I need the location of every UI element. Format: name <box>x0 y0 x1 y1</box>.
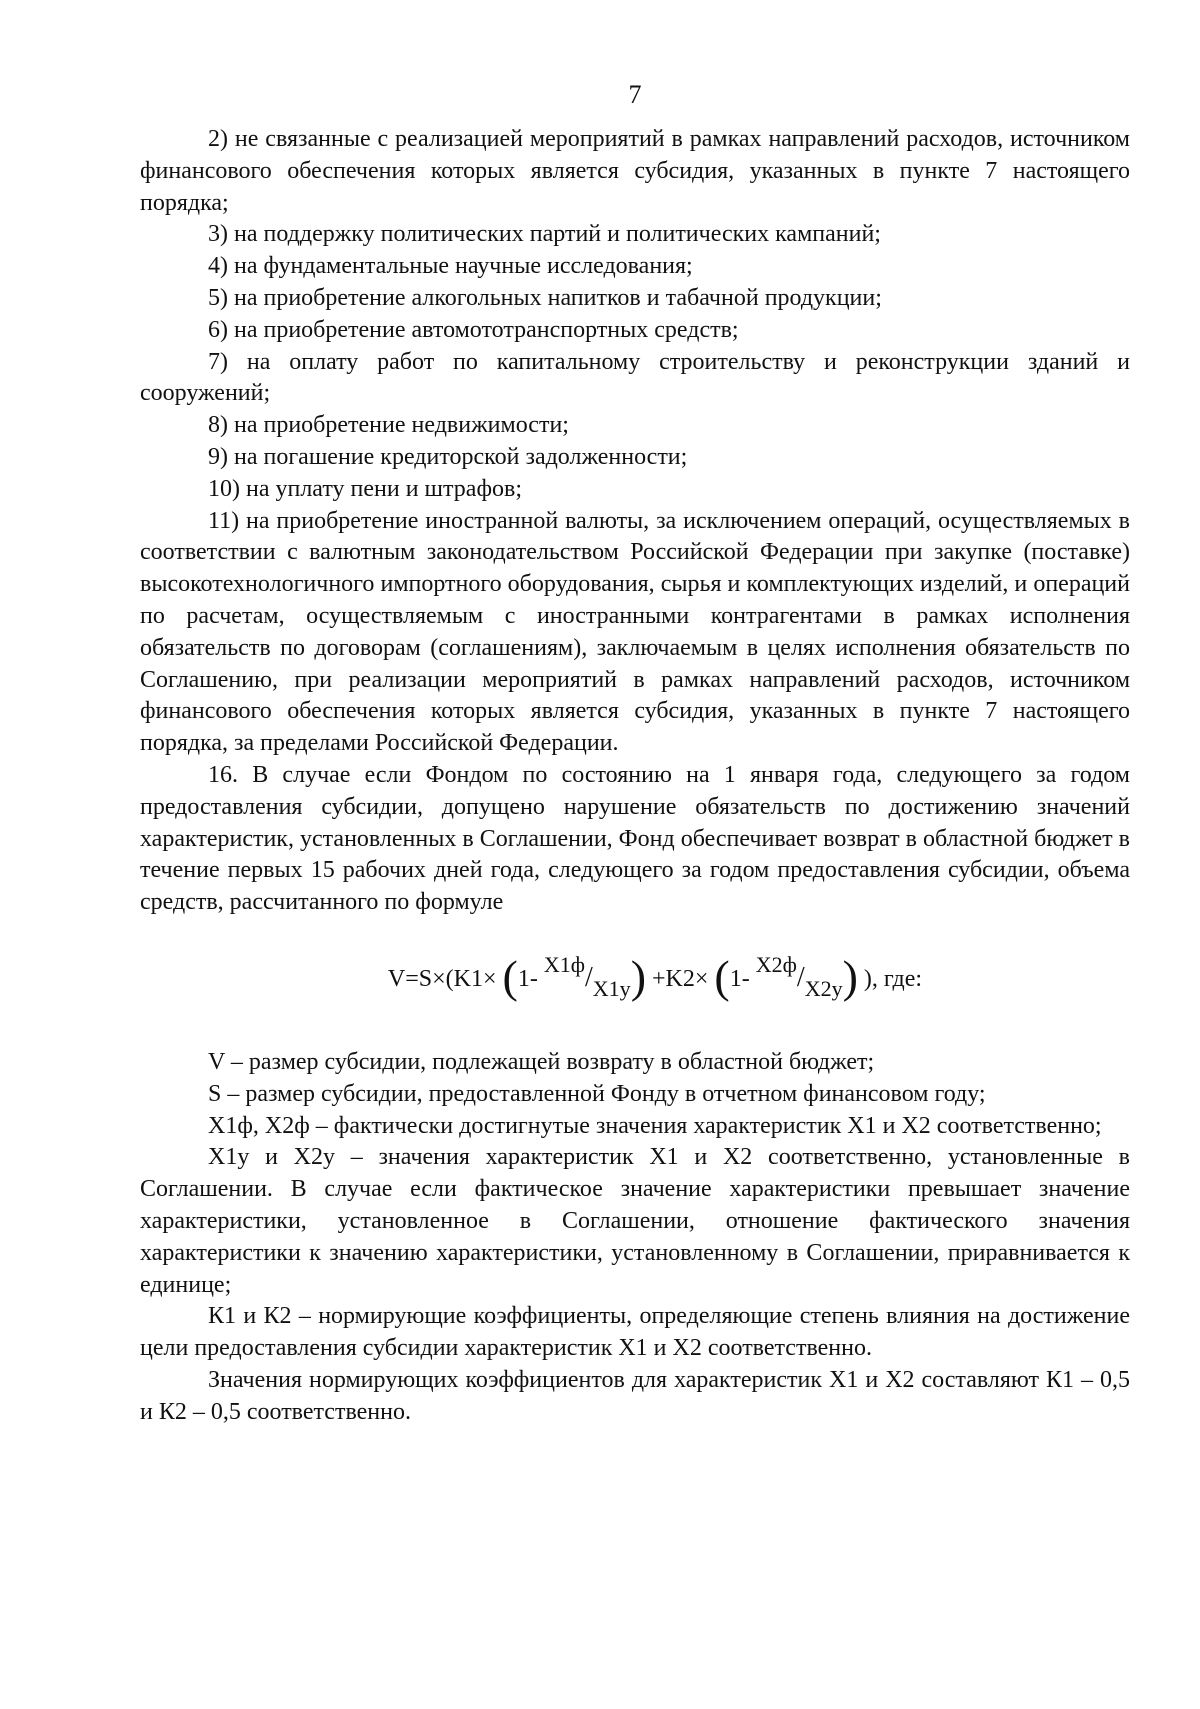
formula-one-minus: 1- <box>517 965 538 992</box>
paragraph: S – размер субсидии, предоставленной Фонду в отчетном финансовом году; <box>208 1080 986 1107</box>
page-number: 7 <box>628 80 642 109</box>
paragraph: 3) на поддержку политических партий и политических кампаний; <box>208 221 881 248</box>
document-body <box>140 124 1130 1428</box>
paragraph: 9) на погашение кредиторской задолженности; <box>208 443 688 470</box>
paragraph: X1у и X2у – значения характеристик X1 и X2 соответственно, установленные в Соглашении. В случае если фактическое значение характеристики превышает значение характеристики, установленное в Соглашении, отношение фактического значения характеристики к значению характеристики, установленному в Соглашении, приравнивается к единице; <box>140 1144 1130 1298</box>
formula-plus: +K2× <box>652 965 709 992</box>
formula-numerator: X2ф <box>755 951 797 977</box>
formula-open-paren: ( <box>502 950 518 1002</box>
formula-slash: / <box>796 961 805 993</box>
paragraph: 16. В случае если Фондом по состоянию на 1 января года, следующего за годом предоставления субсидии, допущено нарушение обязательств по достижению значений характеристик, установленных в Соглашении, Фонд обеспечивает возврат в областной бюджет в течение первых 15 рабочих дней года, следующего за годом предоставления субсидии, объема средств, рассчитанного по формуле <box>140 761 1130 916</box>
formula-close-paren: ) <box>842 950 858 1002</box>
formula-slash: / <box>585 961 593 993</box>
paragraph: Значения нормирующих коэффициентов для характеристик X1 и X2 составляют К1 – 0,5 и К2 – 0,5 соответственно. <box>140 1366 1130 1425</box>
formula-close-paren: ) <box>630 950 647 1002</box>
paragraph: X1ф, X2ф – фактически достигнутые значения характеристик X1 и X2 соответственно; <box>208 1112 1102 1139</box>
paragraph: 8) на приобретение недвижимости; <box>208 412 569 439</box>
paragraph: К1 и К2 – нормирующие коэффициенты, определяющие степень влияния на достижение цели предоставления субсидии характеристик X1 и X2 соответственно. <box>140 1303 1130 1362</box>
formula-lead: V=S×(K1× <box>387 965 497 992</box>
formula <box>140 950 1130 1013</box>
formula-denominator: X1y <box>592 975 631 1001</box>
paragraph: 11) на приобретение иностранной валюты, за исключением операций, осуществляемых в соответствии с валютным законодательством Российской Федерации при закупке (поставке) высокотехнологичного импортного оборудования, сырья и комплектующих изделий, и операций по расчетам, осуществляемым с иностранными контрагентами в рамках исполнения обязательств по договорам (соглашениям), заключаемым в целях исполнения обязательств по Соглашению, при реализации мероприятий в рамках направлений расходов, источником финансового обеспечения которых является субсидия, указанных в пункте 7 настоящего порядка, за пределами Российской Федерации. <box>140 507 1130 757</box>
paragraph: V – размер субсидии, подлежащей возврату в областной бюджет; <box>208 1048 875 1075</box>
paragraph: 7) на оплату работ по капитальному строительству и реконструкции зданий и сооружений; <box>140 348 1130 407</box>
paragraph: 5) на приобретение алкогольных напитков и табачной продукции; <box>208 284 882 311</box>
paragraph: 10) на уплату пени и штрафов; <box>208 475 523 502</box>
paragraph: 4) на фундаментальные научные исследования; <box>208 253 693 280</box>
formula-open-paren: ( <box>714 950 730 1002</box>
formula-one-minus: 1- <box>729 965 750 992</box>
formula-numerator: X1ф <box>543 951 586 977</box>
paragraph: 6) на приобретение автомототранспортных средств; <box>208 316 739 343</box>
paragraph: 2) не связанные с реализацией мероприятий в рамках направлений расходов, источником финансового обеспечения которых является субсидия, указанных в пункте 7 настоящего порядка; <box>140 126 1130 216</box>
formula-tail: ), где: <box>863 965 923 992</box>
formula-denominator: X2y <box>804 975 843 1001</box>
